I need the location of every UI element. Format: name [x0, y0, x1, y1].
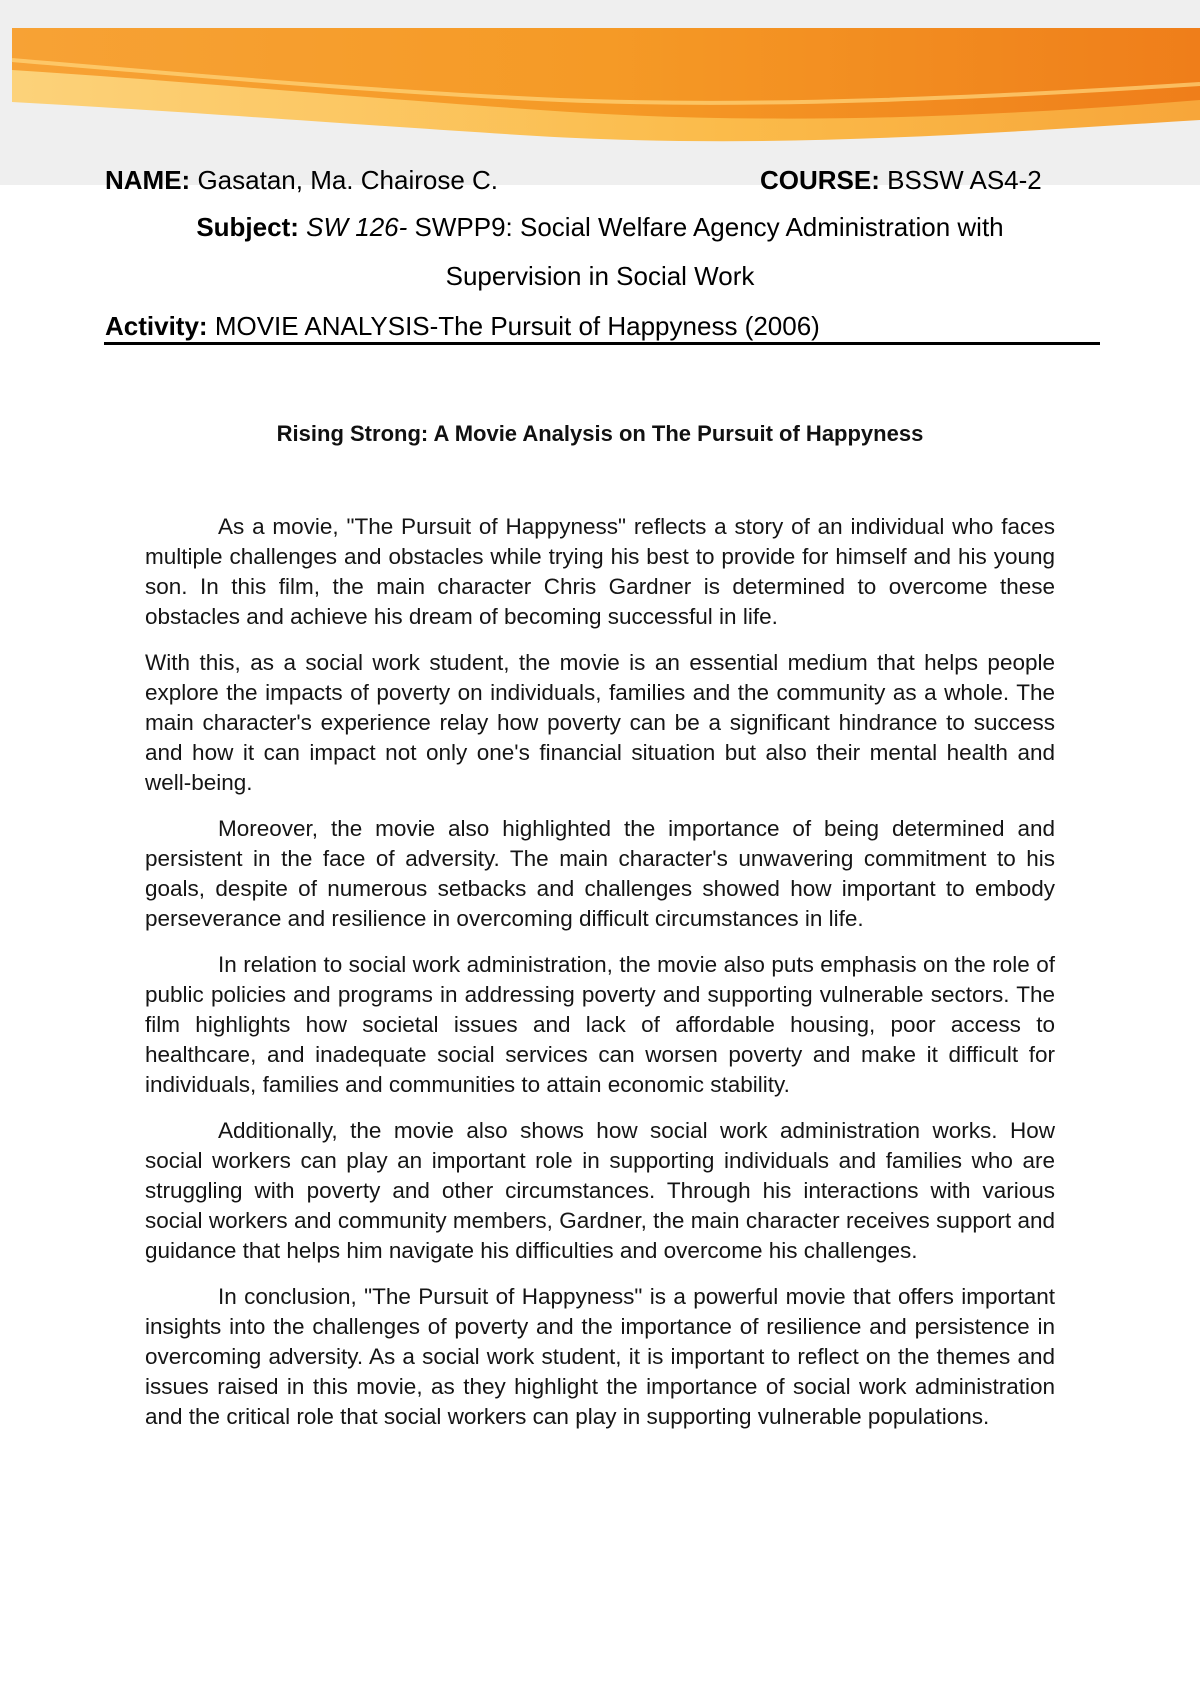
subject-code: SW 126-	[306, 212, 408, 242]
header-divider	[104, 342, 1100, 345]
name-value: Gasatan, Ma. Chairose C.	[197, 165, 499, 195]
paragraph-4: In relation to social work administration, the movie also puts emphasis on the role of public policies and programs in addressing poverty and supporting vulnerable sectors. The film highlights how societal issues and lack of affordable housing, poor access to healthcare, and inadequate social services can worsen poverty and make it difficult for individuals, families and communities to attain economic stability.	[145, 952, 1055, 1097]
activity-value: MOVIE ANALYSIS-The Pursuit of Happyness (2006)	[214, 311, 820, 341]
subject-title-line2: Supervision in Social Work	[445, 261, 755, 291]
activity-line	[105, 311, 820, 342]
paragraph-1: As a movie, "The Pursuit of Happyness" reflects a story of an individual who faces multiple challenges and obstacles while trying his best to provide for himself and his young son. In this film, the main character Chris Gardner is determined to overcome these obstacles and achieve his dream of becoming successful in life.	[145, 514, 1055, 629]
orange-header-banner	[0, 0, 1200, 190]
subject-title-line1: SWPP9: Social Welfare Agency Administration with	[414, 212, 1004, 242]
paragraph-5: Additionally, the movie also shows how social work administration works. How social workers can play an important role in supporting individuals and families who are struggling with poverty and other circumstances. Through his interactions with various social workers and community members, Gardner, the main character receives support and guidance that helps him navigate his difficulties and overcome his challenges.	[145, 1118, 1055, 1263]
paragraph-3: Moreover, the movie also highlighted the importance of being determined and persistent in the face of adversity. The main character's unwavering commitment to his goals, despite of numerous setbacks and challenges showed how important to embody perseverance and resilience in overcoming difficult circumstances in life.	[145, 816, 1055, 931]
course-value: BSSW AS4-2	[887, 165, 1042, 195]
course-label: COURSE:	[760, 165, 880, 195]
name-label: NAME:	[105, 165, 191, 195]
subject-label: Subject:	[196, 212, 299, 242]
paragraph-6: In conclusion, "The Pursuit of Happyness" is a powerful movie that offers important insights into the challenges of poverty and the importance of resilience and persistence in overcoming adversity. As a social work student, it is important to reflect on the themes and issues raised in this movie, as they highlight the importance of social work administration and the critical role that social workers can play in supporting vulnerable populations.	[145, 1284, 1055, 1429]
essay-body	[145, 512, 1055, 1448]
subject-line	[0, 212, 1200, 243]
name-line	[105, 165, 498, 196]
paragraph-2: With this, as a social work student, the movie is an essential medium that helps people explore the impacts of poverty on individuals, families and the community as a whole. The main character's experience relay how poverty can be a significant hindrance to success and how it can impact not only one's financial situation but also their mental health and well-being.	[145, 650, 1055, 795]
essay-title: Rising Strong: A Movie Analysis on The Pursuit of Happyness	[276, 421, 924, 446]
course-line	[760, 165, 1042, 196]
activity-label: Activity:	[105, 311, 208, 341]
